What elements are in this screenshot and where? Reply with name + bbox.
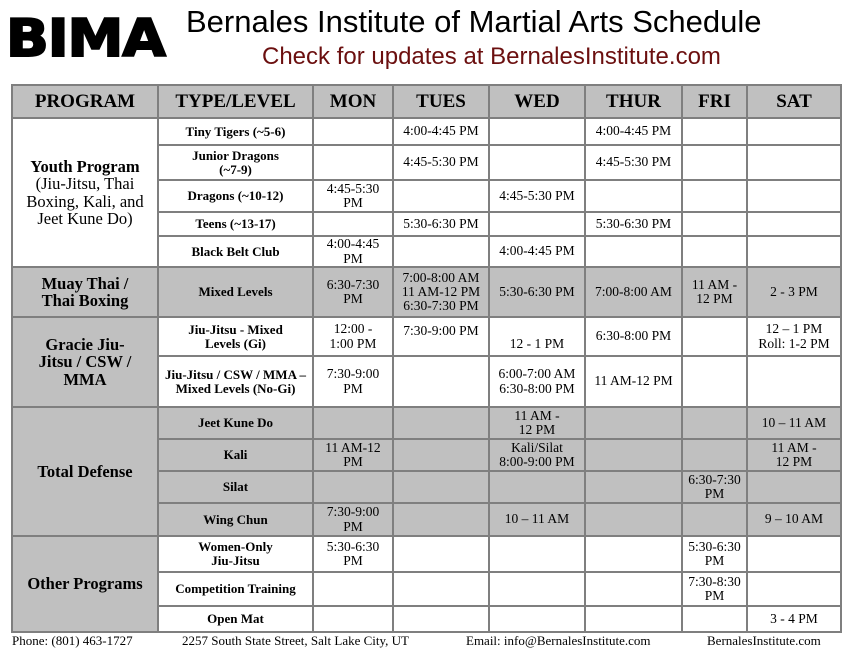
thur-cell: 7:00-8:00 AM [585, 267, 682, 317]
type-cell: Black Belt Club [158, 236, 313, 267]
tues-cell: 4:00-4:45 PM [393, 118, 489, 145]
sat-cell [747, 236, 841, 267]
mon-cell: 6:30-7:30 PM [313, 267, 393, 317]
wed-cell: Kali/Silat 8:00-9:00 PM [489, 439, 585, 471]
wed-cell: 4:45-5:30 PM [489, 180, 585, 212]
tues-cell [393, 180, 489, 212]
col-header-fri: FRI [682, 85, 747, 118]
sat-cell [747, 118, 841, 145]
sat-cell: 3 - 4 PM [747, 606, 841, 632]
mon-cell: 11 AM-12 PM [313, 439, 393, 471]
type-cell: Silat [158, 471, 313, 503]
program-gracie-jiu-jitsu: Gracie Jiu-Jitsu / CSW / MMA [12, 317, 158, 407]
wed-cell: 6:00-7:00 AM 6:30-8:00 PM [489, 356, 585, 407]
tues-cell [393, 572, 489, 606]
wed-cell: 10 – 11 AM [489, 503, 585, 536]
mon-cell: 4:45-5:30 PM [313, 180, 393, 212]
sat-cell [747, 356, 841, 407]
sat-cell [747, 145, 841, 180]
program-youth: Youth Program (Jiu-Jitsu, Thai Boxing, Kali, and Jeet Kune Do) [12, 118, 158, 267]
fri-cell [682, 606, 747, 632]
type-cell: Mixed Levels [158, 267, 313, 317]
thur-cell [585, 536, 682, 572]
col-header-type: TYPE/LEVEL [158, 85, 313, 118]
tues-cell [393, 536, 489, 572]
fri-cell [682, 118, 747, 145]
fri-cell [682, 356, 747, 407]
tues-cell: 7:30-9:00 PM [393, 317, 489, 356]
mon-cell [313, 145, 393, 180]
sat-cell [747, 471, 841, 503]
wed-cell [489, 471, 585, 503]
sat-cell [747, 180, 841, 212]
wed-cell [489, 118, 585, 145]
thur-cell [585, 236, 682, 267]
fri-cell: 7:30-8:30 PM [682, 572, 747, 606]
mon-cell [313, 572, 393, 606]
fri-cell [682, 145, 747, 180]
table-row [12, 407, 841, 439]
thur-cell: 4:00-4:45 PM [585, 118, 682, 145]
tues-cell [393, 439, 489, 471]
type-cell: Jiu-Jitsu / CSW / MMA – Mixed Levels (No-Gi) [158, 356, 313, 407]
type-cell: Jeet Kune Do [158, 407, 313, 439]
program-muay-thai: Muay Thai / Thai Boxing [12, 267, 158, 317]
wed-cell: 4:00-4:45 PM [489, 236, 585, 267]
sat-cell [747, 536, 841, 572]
col-header-tues: TUES [393, 85, 489, 118]
col-header-mon: MON [313, 85, 393, 118]
thur-cell: 6:30-8:00 PM [585, 317, 682, 356]
type-cell: Kali [158, 439, 313, 471]
type-cell: Open Mat [158, 606, 313, 632]
schedule-table [11, 84, 842, 633]
footer-email[interactable]: Email: info@BernalesInstitute.com [466, 633, 651, 648]
table-row [12, 267, 841, 317]
mon-cell: 7:30-9:00 PM [313, 503, 393, 536]
tues-cell [393, 606, 489, 632]
thur-cell [585, 180, 682, 212]
type-cell: Wing Chun [158, 503, 313, 536]
thur-cell [585, 572, 682, 606]
sat-cell: 9 – 10 AM [747, 503, 841, 536]
fri-cell [682, 180, 747, 212]
footer-address: 2257 South State Street, Salt Lake City, UT [182, 633, 409, 648]
fri-cell [682, 317, 747, 356]
sat-cell [747, 212, 841, 236]
wed-cell: 12 - 1 PM [489, 317, 585, 356]
wed-cell [489, 212, 585, 236]
mon-cell: 5:30-6:30 PM [313, 536, 393, 572]
col-header-wed: WED [489, 85, 585, 118]
thur-cell [585, 471, 682, 503]
program-total-defense: Total Defense [12, 407, 158, 536]
footer-website[interactable]: BernalesInstitute.com [707, 633, 821, 648]
type-cell: Teens (~13-17) [158, 212, 313, 236]
mon-cell: 4:00-4:45 PM [313, 236, 393, 267]
type-cell: Competition Training [158, 572, 313, 606]
sat-cell: 10 – 11 AM [747, 407, 841, 439]
tues-cell: 7:00-8:00 AM 11 AM-12 PM 6:30-7:30 PM [393, 267, 489, 317]
fri-cell: 5:30-6:30 PM [682, 536, 747, 572]
wed-cell [489, 536, 585, 572]
tues-cell: 4:45-5:30 PM [393, 145, 489, 180]
thur-cell: 4:45-5:30 PM [585, 145, 682, 180]
mon-cell [313, 606, 393, 632]
col-header-sat: SAT [747, 85, 841, 118]
type-cell: Women-Only Jiu-Jitsu [158, 536, 313, 572]
thur-cell: 5:30-6:30 PM [585, 212, 682, 236]
wed-cell: 5:30-6:30 PM [489, 267, 585, 317]
thur-cell [585, 407, 682, 439]
page-title: Bernales Institute of Martial Arts Schedule [186, 4, 762, 39]
type-cell: Tiny Tigers (~5-6) [158, 118, 313, 145]
sat-cell: 2 - 3 PM [747, 267, 841, 317]
mon-cell [313, 118, 393, 145]
fri-cell [682, 212, 747, 236]
wed-cell [489, 606, 585, 632]
type-cell: Junior Dragons (~7-9) [158, 145, 313, 180]
table-row [12, 118, 841, 145]
wed-cell: 11 AM - 12 PM [489, 407, 585, 439]
mon-cell: 12:00 - 1:00 PM [313, 317, 393, 356]
tues-cell [393, 356, 489, 407]
fri-cell: 6:30-7:30 PM [682, 471, 747, 503]
table-row [12, 536, 841, 572]
thur-cell [585, 503, 682, 536]
header-row [12, 85, 841, 118]
fri-cell [682, 236, 747, 267]
footer-phone: Phone: (801) 463-1727 [12, 633, 133, 648]
tues-cell [393, 503, 489, 536]
update-notice: Check for updates at BernalesInstitute.com [262, 43, 721, 70]
fri-cell: 11 AM - 12 PM [682, 267, 747, 317]
sat-cell: 12 – 1 PM Roll: 1-2 PM [747, 317, 841, 356]
table-row [12, 317, 841, 356]
program-other-programs: Other Programs [12, 536, 158, 632]
mon-cell [313, 471, 393, 503]
tues-cell [393, 407, 489, 439]
thur-cell [585, 606, 682, 632]
mon-cell: 7:30-9:00 PM [313, 356, 393, 407]
sat-cell: 11 AM - 12 PM [747, 439, 841, 471]
mon-cell [313, 212, 393, 236]
thur-cell [585, 439, 682, 471]
type-cell: Jiu-Jitsu - Mixed Levels (Gi) [158, 317, 313, 356]
mon-cell [313, 407, 393, 439]
tues-cell: 5:30-6:30 PM [393, 212, 489, 236]
fri-cell [682, 407, 747, 439]
wed-cell [489, 145, 585, 180]
bima-logo: BIMA [6, 9, 165, 69]
sat-cell [747, 572, 841, 606]
thur-cell: 11 AM-12 PM [585, 356, 682, 407]
col-header-program: PROGRAM [12, 85, 158, 118]
fri-cell [682, 439, 747, 471]
fri-cell [682, 503, 747, 536]
tues-cell [393, 236, 489, 267]
wed-cell [489, 572, 585, 606]
tues-cell [393, 471, 489, 503]
col-header-thur: THUR [585, 85, 682, 118]
type-cell: Dragons (~10-12) [158, 180, 313, 212]
